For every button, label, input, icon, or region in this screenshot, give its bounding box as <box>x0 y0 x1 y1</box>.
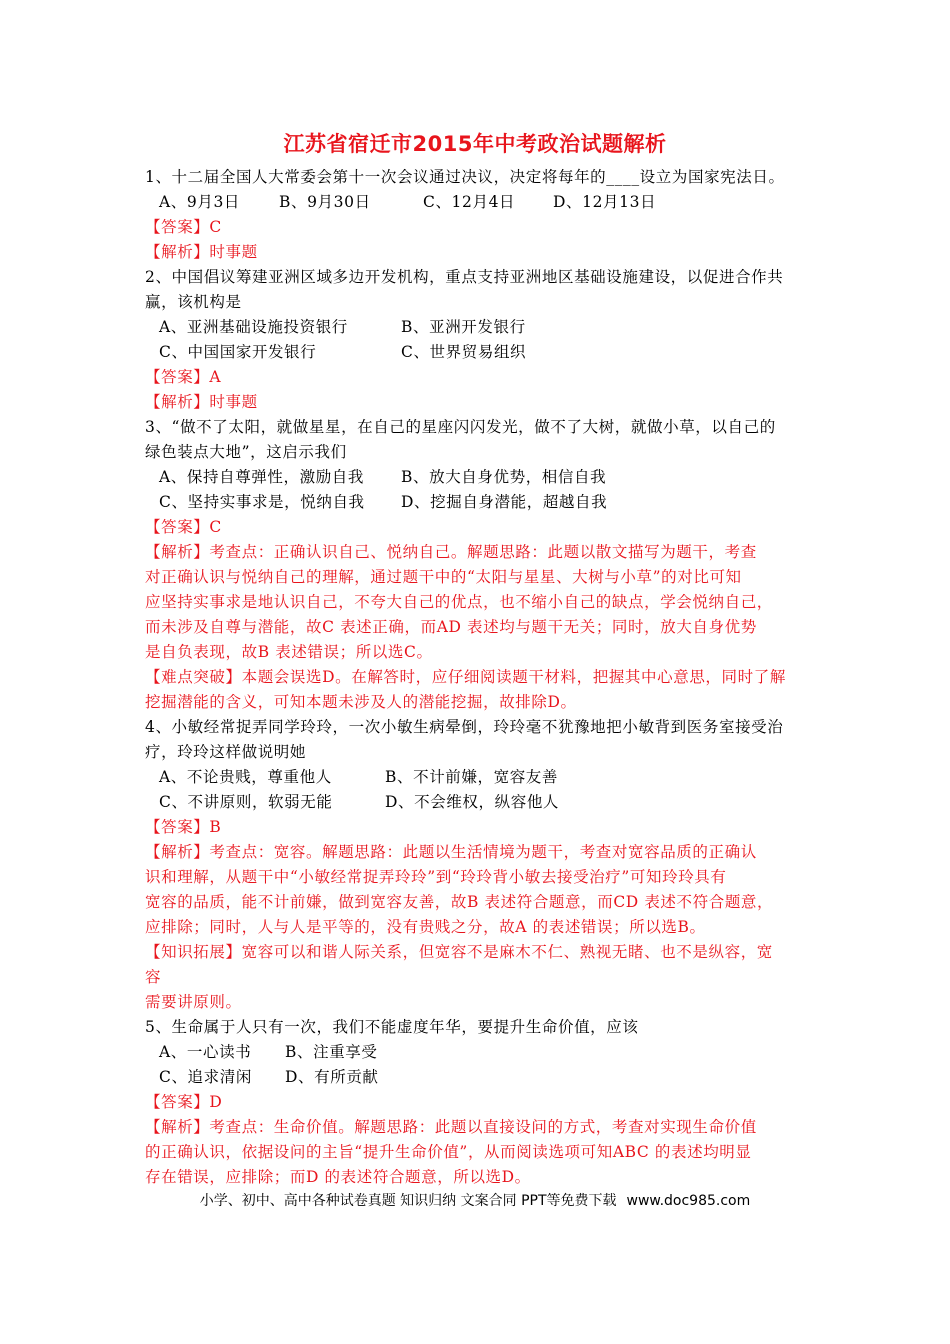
q4-options-row1 <box>145 765 815 790</box>
q3-options-row2 <box>145 490 815 515</box>
q3-stem-line1: 3、“做不了太阳，就做星星，在自己的星座闪闪发光，做不了大树，就做小草，以自己的 <box>145 418 776 436</box>
q3-answer: 【答案】C <box>145 518 222 536</box>
q3-option-b: B、放大自身优势，相信自我 <box>401 468 607 486</box>
q4-option-c: C、不讲原则，软弱无能 <box>159 793 333 811</box>
q3-analysis-line4: 而未涉及自尊与潜能，故C 表述正确，而AD 表述均与题干无关；同时，放大自身优势 <box>145 618 757 636</box>
q3-option-a: A、保持自尊弹性，激励自我 <box>159 468 364 486</box>
q5-options-row1 <box>145 1040 815 1065</box>
page-footer <box>0 1190 950 1210</box>
q4-options-row2 <box>145 790 815 815</box>
q3-analysis-line3: 应坚持实事求是地认识自己，不夸大自己的优点，也不缩小自己的缺点，学会悦纳自己， <box>145 593 773 611</box>
footer-url-link[interactable]: www.doc985.com <box>626 1193 751 1209</box>
q1-option-a: A、9月3日 <box>159 193 241 211</box>
q4-stem-line2: 疗，玲玲这样做说明她 <box>145 743 307 761</box>
q3-option-d: D、挖掘自身潜能，超越自我 <box>401 493 608 511</box>
q4-extension-line2: 容 <box>145 968 162 986</box>
q3-analysis-line5: 是自负表现，故B 表述错误；所以选C。 <box>145 643 433 661</box>
q4-option-a: A、不论贵贱，尊重他人 <box>159 768 332 786</box>
q5-options-row2 <box>145 1065 815 1090</box>
q4-answer: 【答案】B <box>145 818 222 836</box>
q2-option-c: C、中国国家开发银行 <box>159 343 317 361</box>
q4-analysis-line1: 【解析】考查点：宽容。解题思路：此题以生活情境为题干，考查对宽容品质的正确认 <box>145 843 757 861</box>
q5-option-b: B、注重享受 <box>285 1043 378 1061</box>
q4-option-d: D、不会维权，纵容他人 <box>385 793 560 811</box>
q2-stem-line2: 赢，该机构是 <box>145 293 242 311</box>
q4-analysis-line4: 应排除；同时，人与人是平等的，没有贵贱之分，故A 的表述错误；所以选B。 <box>145 918 706 936</box>
q2-option-b: B、亚洲开发银行 <box>401 318 526 336</box>
q3-difficulty-line1: 【难点突破】本题会误选D。在解答时，应仔细阅读题干材料，把握其中心意思，同时了解 <box>145 668 786 686</box>
q2-answer: 【答案】A <box>145 368 222 386</box>
q2-options-row2 <box>145 340 815 365</box>
q5-answer: 【答案】D <box>145 1093 223 1111</box>
q5-analysis-line2: 的正确认识，依据设问的主旨“提升生命价值”，从而阅读选项可知ABC 的表述均明显 <box>145 1143 752 1161</box>
q2-stem-line1: 2、中国倡议筹建亚洲区域多边开发机构，重点支持亚洲地区基础设施建设，以促进合作共 <box>145 268 784 286</box>
q5-option-d: D、有所贡献 <box>285 1068 379 1086</box>
q4-extension-line3: 需要讲原则。 <box>145 993 242 1011</box>
q1-option-b: B、9月30日 <box>279 193 371 211</box>
q1-answer: 【答案】C <box>145 218 222 236</box>
q4-analysis-line2: 识和理解，从题干中“小敏经常捉弄玲玲”到“玲玲背小敏去接受治疗”可知玲玲具有 <box>145 868 727 886</box>
q1-stem: 1、十二届全国人大常委会第十一次会议通过决议，决定将每年的____设立为国家宪法日。 <box>145 168 785 186</box>
q5-option-a: A、一心读书 <box>159 1043 252 1061</box>
q5-option-c: C、追求清闲 <box>159 1068 252 1086</box>
q1-option-c: C、12月4日 <box>423 193 516 211</box>
q4-extension-line1: 【知识拓展】宽容可以和谐人际关系，但宽容不是麻木不仁、熟视无睹、也不是纵容，宽 <box>145 943 773 961</box>
q2-option-d: C、世界贸易组织 <box>401 343 527 361</box>
q5-analysis-line3: 存在错误，应排除；而D 的表述符合题意，所以选D。 <box>145 1168 531 1186</box>
q1-options <box>145 190 815 215</box>
q3-stem-line2: 绿色装点大地”，这启示我们 <box>145 443 347 461</box>
q2-analysis: 【解析】时事题 <box>145 393 258 411</box>
q3-analysis-line1: 【解析】考查点：正确认识自己、悦纳自己。解题思路：此题以散文描写为题干，考查 <box>145 543 757 561</box>
q4-option-b: B、不计前嫌，宽容友善 <box>385 768 558 786</box>
q2-option-a: A、亚洲基础设施投资银行 <box>159 318 348 336</box>
q5-stem: 5、生命属于人只有一次，我们不能虚度年华，要提升生命价值，应该 <box>145 1018 639 1036</box>
q1-analysis: 【解析】时事题 <box>145 243 258 261</box>
q3-difficulty-line2: 挖掘潜能的含义，可知本题未涉及人的潜能挖掘，故排除D。 <box>145 693 577 711</box>
q2-options-row1 <box>145 315 815 340</box>
footer-text: 小学、初中、高中各种试卷真题 知识归纳 文案合同 PPT等免费下载 <box>199 1193 617 1209</box>
q5-analysis-line1: 【解析】考查点：生命价值。解题思路：此题以直接设问的方式，考查对实现生命价值 <box>145 1118 757 1136</box>
q3-analysis-line2: 对正确认识与悦纳自己的理解，通过题干中的“太阳与星星、大树与小草”的对比可知 <box>145 568 742 586</box>
q4-stem-line1: 4、小敏经常捉弄同学玲玲，一次小敏生病晕倒，玲玲毫不犹豫地把小敏背到医务室接受治 <box>145 718 784 736</box>
q3-options-row1 <box>145 465 815 490</box>
page-title: 江苏省宿迁市2015年中考政治试题解析 <box>283 132 667 156</box>
q1-option-d: D、12月13日 <box>553 193 657 211</box>
q4-analysis-line3: 宽容的品质，能不计前嫌，做到宽容友善，故B 表述符合题意，而CD 表述不符合题意， <box>145 893 774 911</box>
q3-option-c: C、坚持实事求是，悦纳自我 <box>159 493 365 511</box>
